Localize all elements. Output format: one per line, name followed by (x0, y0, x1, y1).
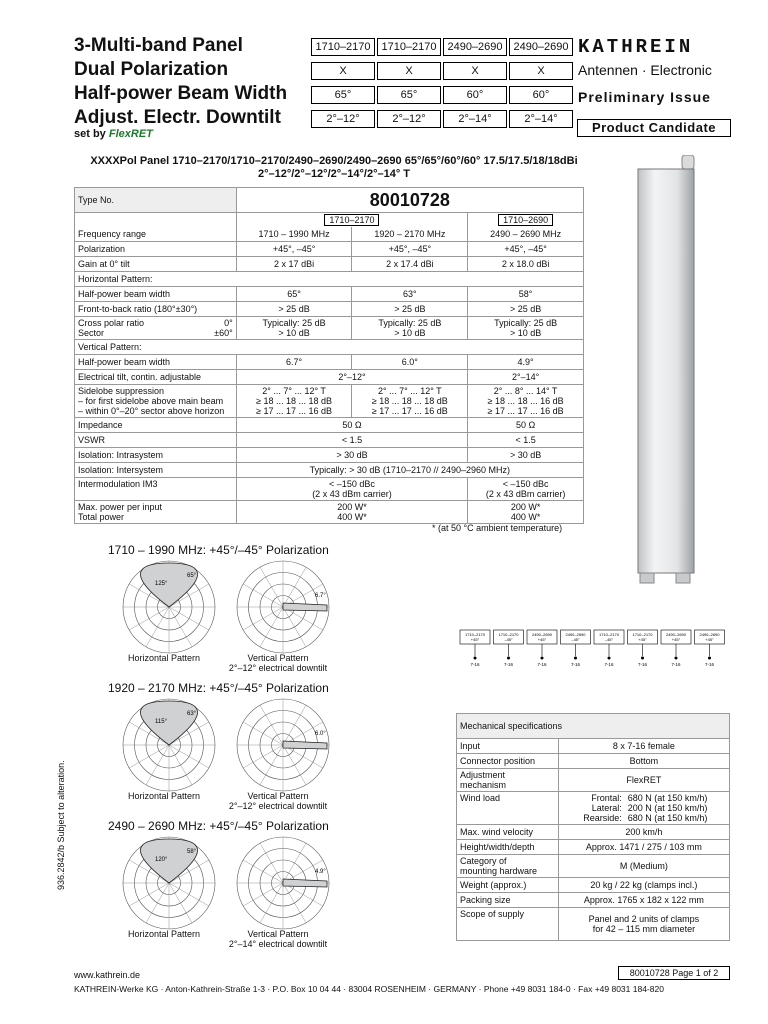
connector-type: 7-16 (704, 662, 715, 667)
connector-band: 2490–2690 (531, 632, 553, 637)
product-subline (74, 155, 594, 181)
beam-label: 6.7° (315, 593, 326, 599)
connector-type: 7-16 (503, 662, 514, 667)
vertical-lobe (283, 741, 327, 749)
horizontal-lobe (140, 701, 197, 745)
vertical-pattern-caption: Vertical Pattern 2°–14° electrical downtilt (228, 929, 328, 949)
title-line-2: Dual Polarization (74, 59, 229, 80)
beam-label: 58° (187, 849, 197, 855)
connector-icon (708, 657, 711, 660)
table-row: Wind load Frontal: 680 N (at 150 km/h) Lateral: 200 N (at 150 km/h) Rearside: 680 N (at 150 km/h) (457, 792, 730, 825)
connector-band: 1710–2170 (598, 632, 620, 637)
beam-label: 125° (155, 581, 168, 587)
table-row: Sidelobe suppression – for first sidelobe above main beam – within 0°–20° sector above horizon 2° ... 7° ... 12° T ≥ 18 ... 18 ... 18 dB ≥ 17 ... 17 ... 16 dB 2° ... 7° ... 12° T ≥ 18 ... 18 ... 18 dB ≥ 17 ... 17 ... 16 dB 2° ... 8° ... 14° T ≥ 18 ... 18 ... 16 dB ≥ 17 ... 17 ... 16 dB (75, 385, 584, 418)
band-cell: 2490–2690 (510, 39, 573, 56)
table-row: Electrical tilt, contin. adjustable 2°–12° 2°–14° (75, 370, 584, 385)
table-row: Height/width/depth Approx. 1471 / 275 / 103 mm (457, 840, 730, 855)
vertical-lobe (283, 879, 327, 887)
preliminary-issue: Preliminary Issue (578, 89, 711, 105)
beam-label: 63° (187, 711, 197, 717)
connector-polarization: +45° (470, 637, 480, 642)
table-row: Gain at 0° tilt 2 x 17 dBi 2 x 17.4 dBi 2 x 18.0 dBi (75, 257, 584, 272)
connector-band: 2490–2690 (565, 632, 586, 637)
connector-polarization: +45° (671, 637, 681, 642)
mechanical-spec-table (456, 713, 730, 941)
tilt-cell: 2°–14° (510, 111, 573, 128)
connector-band: 1710–2170 (632, 632, 653, 637)
table-row: Cross polar ratio 0° Sector ±60° Typically: 25 dB > 10 dB Typically: 25 dB > 10 dB Typically: 25 dB > 10 dB (75, 317, 584, 340)
connector-polarization: +45° (638, 637, 647, 642)
connector-polarization: +45° (537, 637, 547, 642)
connector-band: 1710–2170 (464, 632, 486, 637)
beam-label: 115° (155, 719, 167, 725)
beam-cell: 65° (378, 87, 441, 104)
band-cell: 2490–2690 (444, 39, 507, 56)
table-row: Half-power beam width 6.7° 6.0° 4.9° (75, 355, 584, 370)
vertical-pattern-caption: Vertical Pattern 2°–12° electrical downtilt (228, 791, 328, 811)
table-row: Max. wind velocity 200 km/h (457, 825, 730, 840)
band-grid (311, 38, 573, 128)
pol-cell: X (378, 63, 441, 80)
band-cell: 1710–2170 (312, 39, 375, 56)
page-indicator: 80010728 Page 1 of 2 (618, 966, 730, 980)
vertical-pattern-caption: Vertical Pattern 2°–12° electrical downtilt (228, 653, 328, 673)
connector-polarization: –45° (604, 637, 614, 642)
connector-icon (574, 657, 577, 660)
pol-cell: X (510, 63, 573, 80)
beam-label: 120° (155, 857, 168, 863)
connector-band: 1710–2170 (498, 632, 519, 637)
horizontal-pattern-caption: Horizontal Pattern (127, 653, 201, 663)
table-row: VSWR < 1.5 < 1.5 (75, 433, 584, 448)
vertical-pattern-plot (228, 833, 338, 933)
type-number: 80010728 (236, 188, 583, 213)
tilt-cell: 2°–12° (312, 111, 375, 128)
connector-layout (458, 628, 728, 668)
website-link[interactable]: www.kathrein.de (74, 970, 141, 980)
vertical-pattern-plot (228, 557, 338, 657)
pattern-title: 1920 – 2170 MHz: +45°/–45° Polarization (108, 681, 329, 695)
antenna-drawing (636, 155, 696, 585)
beam-label: 6.0° (315, 731, 326, 737)
horizontal-pattern-caption: Horizontal Pattern (127, 791, 201, 801)
horizontal-pattern-plot (114, 833, 224, 933)
connector-icon (675, 657, 678, 660)
pattern-title: 1710 – 1990 MHz: +45°/–45° Polarization (108, 543, 329, 557)
beam-cell: 60° (510, 87, 573, 104)
set-by-prefix: set by (74, 128, 109, 140)
band-header: 1710–2170 (324, 214, 379, 226)
band-header: 1710–2690 (498, 214, 553, 226)
horizontal-lobe (140, 839, 197, 883)
table-row: Frequency range 1710 – 1990 MHz 1920 – 2170 MHz 2490 – 2690 MHz (75, 227, 584, 242)
table-row: Weight (approx.) 20 kg / 22 kg (clamps incl.) (457, 878, 730, 893)
beam-cell: 65° (312, 87, 375, 104)
table-row: Half-power beam width 65° 63° 58° (75, 287, 584, 302)
horizontal-pattern-plot (114, 695, 224, 795)
table-row: Connector position Bottom (457, 754, 730, 769)
table-row: Polarization +45°, –45° +45°, –45° +45°, –45° (75, 242, 584, 257)
set-by-line (74, 128, 153, 140)
company-address: KATHREIN-Werke KG · Anton-Kathrein-Straße 1-3 · P.O. Box 10 04 44 · 83004 ROSENHEIM · GERMANY · Phone +49 8031 184-0 · Fax +49 8031 184-820 (74, 984, 664, 994)
subline-2: 2°–12°/2°–12°/2°–14°/2°–14° T (257, 168, 411, 180)
pol-cell: X (312, 63, 375, 80)
type-label: Type No. (75, 188, 237, 213)
logo-subtitle: Antennen · Electronic (578, 62, 712, 78)
tilt-cell: 2°–12° (378, 111, 441, 128)
flexret-brand: FlexRET (108, 128, 153, 140)
vertical-lobe (283, 603, 327, 611)
product-candidate-badge: Product Candidate (577, 119, 731, 137)
tilt-cell: 2°–14° (444, 111, 507, 128)
beam-label: 4.9° (315, 869, 326, 875)
table-row: Category of mounting hardware M (Medium) (457, 855, 730, 878)
title-line-3: Half-power Beam Width (74, 83, 288, 104)
connector-band: 2490–2690 (665, 632, 687, 637)
table-row: Isolation: Intrasystem > 30 dB > 30 dB (75, 448, 584, 463)
connector-polarization: –45° (571, 637, 580, 642)
horizontal-pattern-plot (114, 557, 224, 657)
beam-label: 65° (187, 573, 197, 579)
table-row: Input 8 x 7-16 female (457, 739, 730, 754)
connector-type: 7-16 (604, 662, 614, 667)
subline-1: XXXXPol Panel 1710–2170/1710–2170/2490–2690/2490–2690 65°/65°/60°/60° 17.5/17.5/18/18dBi (90, 155, 578, 167)
electrical-spec-table (74, 187, 584, 524)
table-row: Scope of supply Panel and 2 units of clamps for 42 – 115 mm diameter (457, 908, 730, 941)
connector-type: 7-16 (637, 662, 648, 667)
horizontal-pattern-caption: Horizontal Pattern (127, 929, 201, 939)
table-row: Adjustment mechanism FlexRET (457, 769, 730, 792)
connector-polarization: +45° (705, 637, 714, 642)
band-cell: 1710–2170 (378, 39, 441, 56)
table-row: Packing size Approx. 1765 x 182 x 122 mm (457, 893, 730, 908)
table-row: Max. power per input Total power 200 W* 400 W* 200 W* 400 W* (75, 501, 584, 524)
table-row: Impedance 50 Ω 50 Ω (75, 418, 584, 433)
horizontal-lobe (140, 563, 197, 607)
ambient-footnote: * (at 50 °C ambient temperature) (432, 523, 563, 533)
connector-icon (608, 657, 611, 660)
connector-icon (474, 657, 477, 660)
connector-type: 7-16 (570, 662, 581, 667)
pol-cell: X (444, 63, 507, 80)
connector-type: 7-16 (537, 662, 547, 667)
vertical-pattern-plot (228, 695, 338, 795)
mech-header: Mechanical specifications (457, 714, 730, 739)
connector-type: 7-16 (470, 662, 480, 667)
table-row: Front-to-back ratio (180°±30°) > 25 dB > 25 dB > 25 dB (75, 302, 584, 317)
table-row: Intermodulation IM3 < –150 dBc (2 x 43 dBm carrier) < –150 dBc (2 x 43 dBm carrier) (75, 478, 584, 501)
connector-polarization: –45° (504, 637, 513, 642)
connector-band: 2490–2690 (699, 632, 720, 637)
pattern-title: 2490 – 2690 MHz: +45°/–45° Polarization (108, 819, 329, 833)
table-row: Horizontal Pattern: (75, 272, 584, 287)
beam-cell: 60° (444, 87, 507, 104)
product-title (74, 34, 287, 130)
title-line-4: Adjust. Electr. Downtilt (74, 107, 281, 128)
kathrein-logo: KATHREIN (578, 36, 694, 58)
connector-icon (541, 657, 544, 660)
table-row: Vertical Pattern: (75, 340, 584, 355)
connector-type: 7-16 (671, 662, 681, 667)
title-line-1: 3-Multi-band Panel (74, 35, 243, 56)
table-row: Isolation: Intersystem Typically: > 30 dB (1710–2170 // 2490–2960 MHz) (75, 463, 584, 478)
document-code: 936.2842/b Subject to alteration. (56, 760, 66, 890)
connector-icon (507, 657, 510, 660)
connector-icon (641, 657, 644, 660)
